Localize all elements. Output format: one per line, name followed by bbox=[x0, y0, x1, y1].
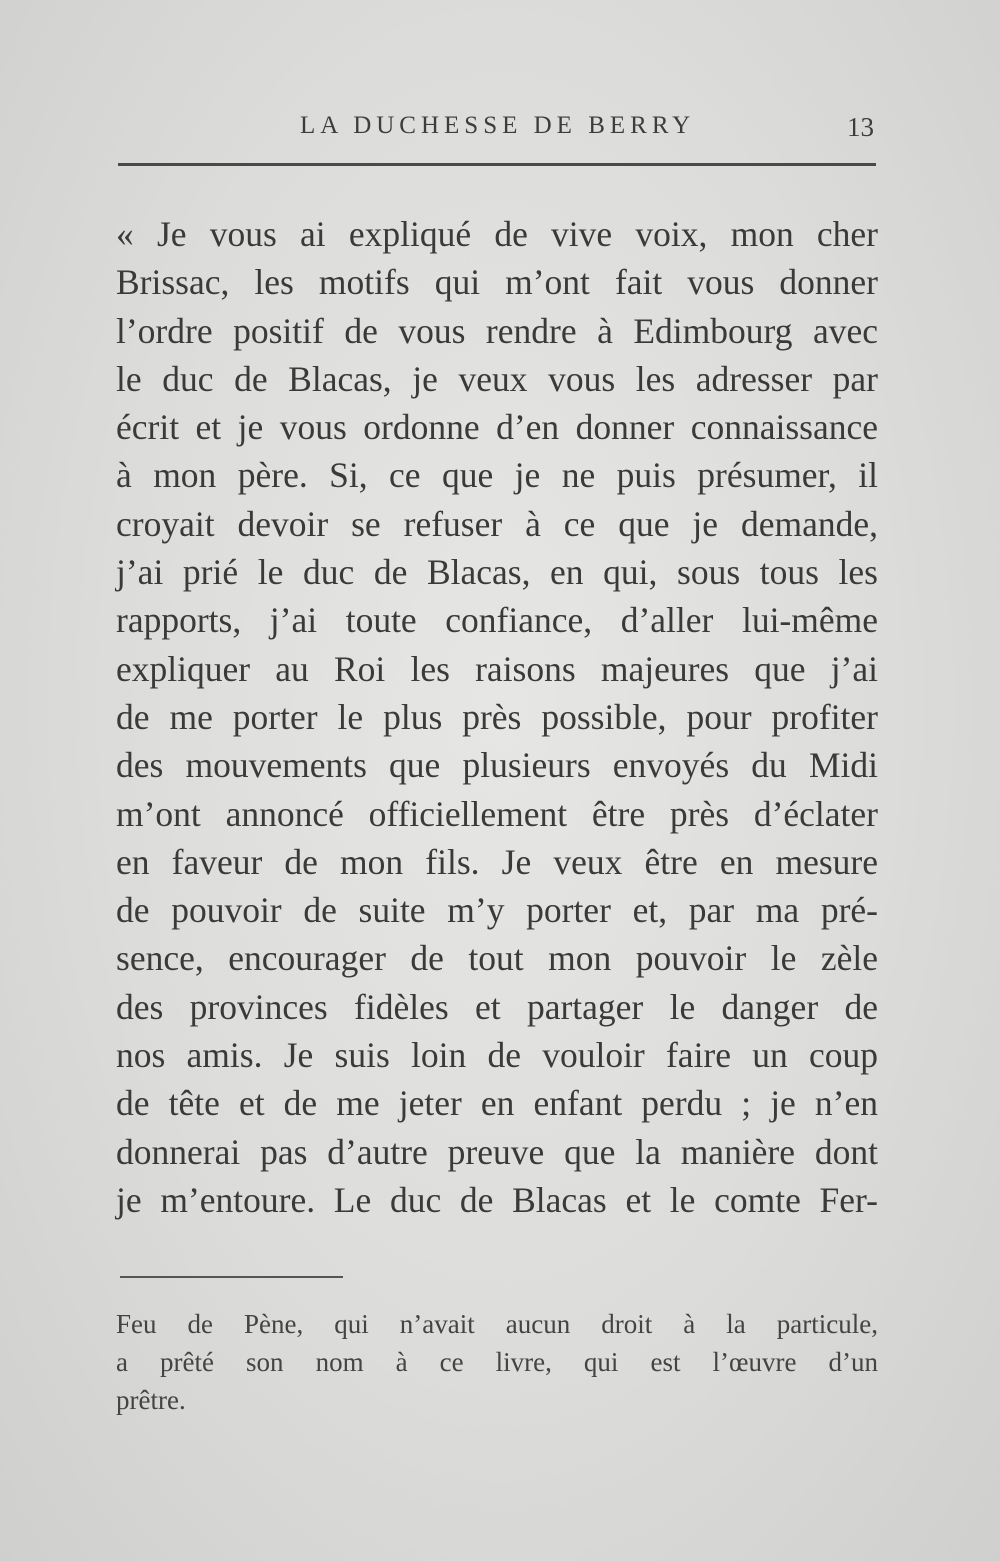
footnote bbox=[116, 1305, 878, 1419]
text-line: donnerai pas d’autre preuve que la manière dont bbox=[116, 1131, 878, 1172]
running-title: LA DUCHESSE DE BERRY bbox=[300, 112, 696, 139]
text-line: en faveur de mon fils. Je veux être en mesure bbox=[116, 841, 878, 882]
body-text bbox=[116, 210, 878, 1224]
text-line: je m’entoure. Le duc de Blacas et le comte Fer- bbox=[116, 1179, 878, 1220]
text-line: des mouvements que plusieurs envoyés du Midi bbox=[116, 745, 878, 786]
running-head bbox=[118, 112, 876, 152]
text-line: expliquer au Roi les raisons majeures que j’ai bbox=[116, 648, 878, 689]
text-line: de me porter le plus près possible, pour profiter bbox=[116, 696, 878, 737]
footnote-line: Feu de Pène, qui n’avait aucun droit à la particule, bbox=[116, 1309, 878, 1339]
header-rule bbox=[118, 163, 876, 166]
text-line: à mon père. Si, ce que je ne puis présumer, il bbox=[116, 455, 878, 496]
footnote-line: a prêté son nom à ce livre, qui est l’œuvre d’un bbox=[116, 1347, 878, 1377]
text-line: l’ordre positif de vous rendre à Edimbourg avec bbox=[116, 310, 878, 351]
footnote-rule bbox=[120, 1276, 343, 1278]
text-line: des provinces fidèles et partager le danger de bbox=[116, 986, 878, 1027]
text-line: Brissac, les motifs qui m’ont fait vous donner bbox=[116, 262, 878, 303]
text-line: m’ont annoncé officiellement être près d’éclater bbox=[116, 793, 878, 834]
text-line: croyait devoir se refuser à ce que je demande, bbox=[116, 503, 878, 544]
text-line: rapports, j’ai toute confiance, d’aller lui-même bbox=[116, 600, 878, 641]
text-line: de tête et de me jeter en enfant perdu ; je n’en bbox=[116, 1083, 878, 1124]
text-line: j’ai prié le duc de Blacas, en qui, sous tous les bbox=[116, 552, 878, 593]
footnote-line: prêtre. bbox=[116, 1385, 186, 1415]
text-line: nos amis. Je suis loin de vouloir faire un coup bbox=[116, 1035, 878, 1076]
page-number: 13 bbox=[847, 112, 874, 142]
text-line: le duc de Blacas, je veux vous les adresser par bbox=[116, 358, 878, 399]
text-line: sence, encourager de tout mon pouvoir le zèle bbox=[116, 938, 878, 979]
text-line: « Je vous ai expliqué de vive voix, mon cher bbox=[116, 214, 878, 254]
text-line: écrit et je vous ordonne d’en donner connaissance bbox=[116, 407, 878, 448]
text-line: de pouvoir de suite m’y porter et, par ma pré- bbox=[116, 890, 878, 931]
